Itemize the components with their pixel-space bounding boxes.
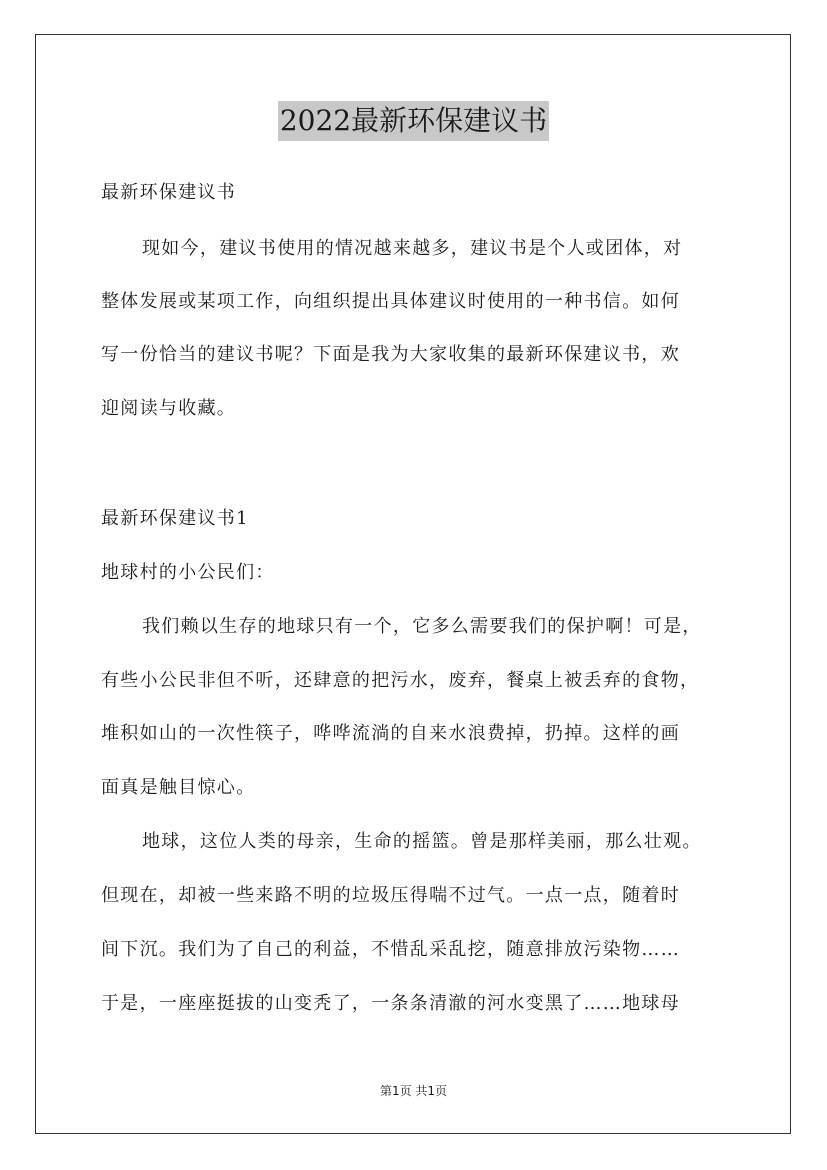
intro-line-4: 迎阅读与收藏。 — [101, 398, 237, 419]
paragraph-1-line-4: 面真是触目惊心。 — [101, 777, 256, 798]
page-footer — [0, 1083, 827, 1099]
document-subtitle: 最新环保建议书 — [101, 182, 237, 203]
page-number: 第1页 共1页 — [379, 1084, 448, 1098]
document-title: 2022最新环保建议书 — [278, 101, 549, 141]
paragraph-1-line-1: 我们赖以生存的地球只有一个，它多么需要我们的保护啊！可是， — [142, 616, 702, 637]
intro-line-2: 整体发展或某项工作，向组织提出具体建议时使用的一种书信。如何 — [101, 291, 680, 312]
title-container — [0, 101, 827, 141]
paragraph-1-line-2: 有些小公民非但不听，还肆意的把污水，废弃，餐桌上被丢弃的食物， — [101, 670, 700, 691]
salutation: 地球村的小公民们： — [101, 562, 275, 583]
paragraph-2-line-4: 于是，一座座挺拔的山变秃了，一条条清澈的河水变黑了……地球母 — [101, 993, 680, 1014]
intro-line-3: 写一份恰当的建议书呢？下面是我为大家收集的最新环保建议书，欢 — [101, 344, 680, 365]
intro-line-1: 现如今，建议书使用的情况越来越多，建议书是个人或团体，对 — [142, 238, 683, 259]
paragraph-2-line-1: 地球，这位人类的母亲，生命的摇篮。曾是那样美丽，那么壮观。 — [142, 831, 702, 852]
paragraph-2-line-2: 但现在，却被一些来路不明的垃圾压得喘不过气。一点一点，随着时 — [101, 885, 680, 906]
paragraph-2-line-3: 间下沉。我们为了自己的利益，不惜乱采乱挖，随意排放污染物…… — [101, 939, 680, 960]
paragraph-1-line-3: 堆积如山的一次性筷子，哗哗流淌的自来水浪费掉，扔掉。这样的画 — [101, 723, 680, 744]
section-heading: 最新环保建议书1 — [101, 508, 249, 529]
